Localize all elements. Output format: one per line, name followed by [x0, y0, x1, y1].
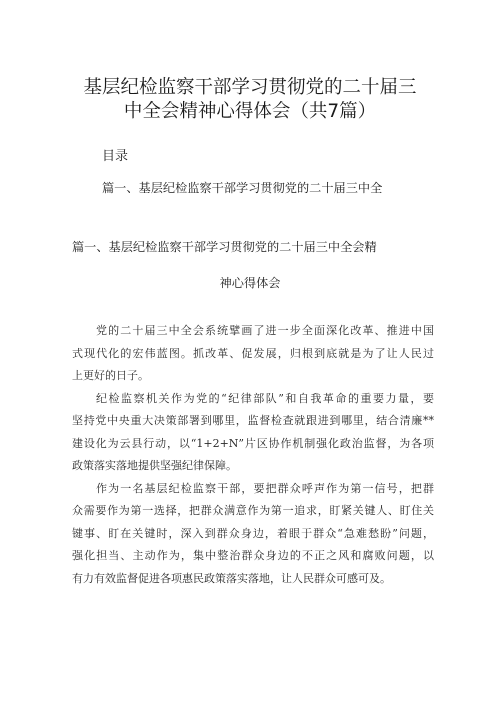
toc-entry-1[interactable]: 篇一、基层纪检监察干部学习贯彻党的二十届三中全: [102, 181, 383, 195]
paragraph-3-line-3: 键事、盯在关键时，深入到群众身边，着眼于群众“急难愁盼”问题，: [72, 526, 434, 540]
paragraph-1-line-1: 党的二十届三中全会系统擘画了进一步全面深化改革、推进中国: [96, 324, 434, 337]
paragraph-2-line-4: 政策落实落地提供坚强纪律保障。: [72, 459, 237, 472]
paragraph-1-line-2: 式现代化的宏伟蓝图。抓改革、促发展，归根到底就是为了让人民过: [72, 346, 434, 360]
section-heading: 篇一、基层纪检监察干部学习贯彻党的二十届三中全会精: [72, 240, 377, 254]
body-text: [72, 320, 434, 590]
paragraph-1-line-3: 上更好的日子。: [72, 369, 149, 382]
paragraph-2-line-2: 坚持党中央重大决策部署到哪里，监督检查就跟进到哪里，结合清廉**: [72, 414, 434, 427]
paragraph-3-line-5: 有力有效监督促进各项惠民政策落实落地，让人民群众可感可及。: [72, 571, 391, 585]
paragraph-3-line-4: 强化担当、主动作为，集中整治群众身边的不正之风和腐败问题，以: [72, 549, 434, 562]
paragraph-2-line-1: 纪检监察机关作为党的“纪律部队”和自我革命的重要力量，要: [96, 391, 434, 405]
section-heading-continued: 神心得体会: [219, 276, 281, 290]
document-title-line-2: 中全会精神心得体会（共7篇）: [123, 101, 377, 122]
document-title: [40, 76, 460, 124]
paragraph-3-line-1: 作为一名基层纪检监察干部，要把群众呼声作为第一信号，把群: [96, 481, 434, 495]
toc-heading: 目录: [102, 149, 129, 164]
paragraph-2-line-3: 建设化为云县行动，以“1+2+N”片区协作机制强化政治监督，为各项: [72, 436, 434, 450]
document-title-line-1: 基层纪检监察干部学习贯彻党的二十届三: [83, 77, 417, 98]
paragraph-3-line-2: 众需要作为第一选择，把群众满意作为第一追求，盯紧关键人、盯住关: [72, 504, 434, 517]
